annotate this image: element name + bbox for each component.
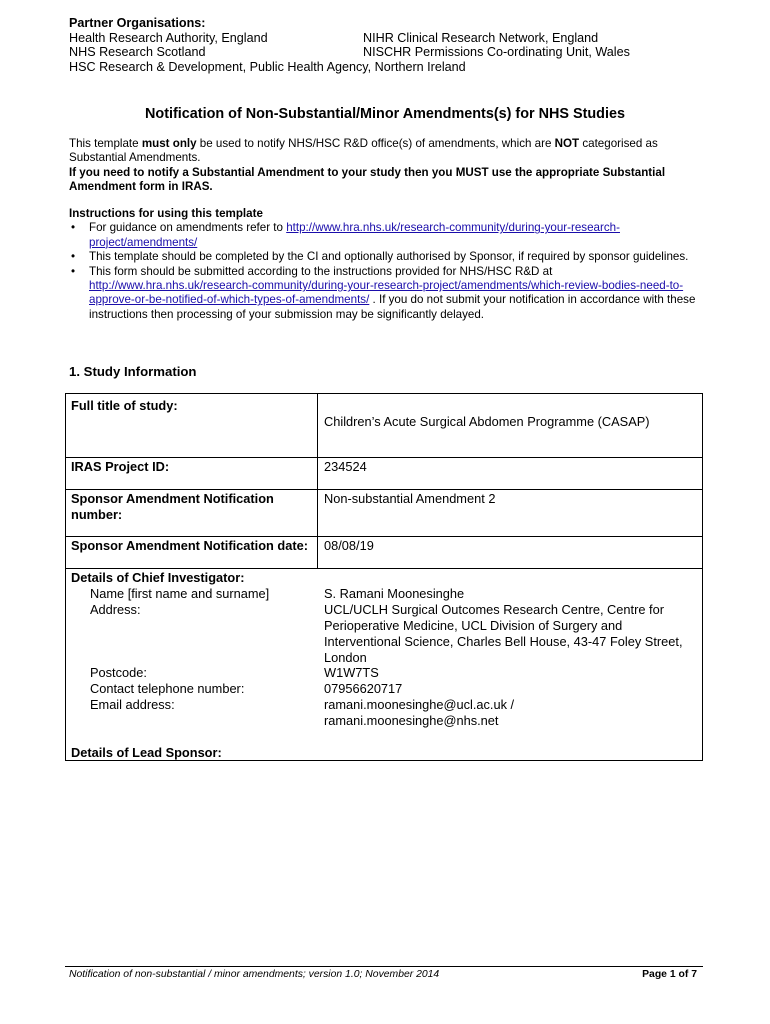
full-title-label: Full title of study:	[71, 398, 178, 413]
table-column-divider	[317, 394, 318, 568]
bullet-icon: •	[71, 250, 76, 264]
instruction-item	[69, 221, 699, 250]
ci-email-value[interactable]: ramani.moonesinghe@ucl.ac.uk / ramani.moonesinghe@nhs.net	[324, 697, 515, 728]
intro-text-part: be used to notify NHS/HSC R&D office(s) of amendments, which are	[196, 137, 555, 150]
partner-nihr: NIHR Clinical Research Network, England	[363, 30, 599, 45]
intro-paragraph	[69, 137, 709, 166]
ci-name-value[interactable]: S. Ramani Moonesinghe	[324, 586, 465, 601]
ci-address-label: Address:	[90, 602, 141, 617]
bullet-icon: •	[71, 264, 76, 278]
ci-postcode-label: Postcode:	[90, 665, 147, 680]
instruction-item	[69, 265, 699, 323]
partners-row	[69, 60, 466, 75]
iras-id-value[interactable]: 234524	[324, 459, 367, 474]
intro-text-part: categorised as Substantial Amendments.	[69, 137, 658, 165]
section-heading-study-information: 1. Study Information	[69, 364, 197, 379]
intro-bold-not: NOT	[554, 137, 580, 150]
substantial-warning: If you need to notify a Substantial Amendment to your study then you MUST use the appropriate Substantial Amendment form in IRAS.	[69, 165, 666, 194]
ci-phone-value[interactable]: 07956620717	[324, 681, 403, 696]
ci-name-label: Name [first name and surname]	[90, 586, 270, 601]
instruction-text: . If you do not submit your notification in accordance with these instructions then processing of your submission may be significantly delayed.	[89, 293, 696, 321]
instruction-text: For guidance on amendments refer to	[89, 221, 287, 235]
full-title-value[interactable]: Children’s Acute Surgical Abdomen Programme (CASAP)	[324, 414, 650, 429]
footer-divider	[65, 966, 703, 967]
instruction-text: This template should be completed by the CI and optionally authorised by Sponsor, if required by sponsor guidelines.	[89, 250, 689, 264]
ci-postcode-value[interactable]: W1W7TS	[324, 665, 379, 680]
partners-row	[69, 45, 630, 60]
sponsor-date-label: Sponsor Amendment Notification date:	[71, 538, 308, 553]
partner-organisations	[69, 16, 630, 74]
intro-bold-must-only: must only	[141, 137, 197, 150]
review-bodies-link[interactable]: http://www.hra.nhs.uk/research-community/during-your-research-project/amendments/which-review-bodies-need-to-approve-or-be-notified-of-which-types-of-amendments/	[89, 279, 684, 307]
intro-text-part: This template	[69, 137, 142, 150]
guidance-link[interactable]: http://www.hra.nhs.uk/research-community/during-your-research-project/amendments/	[89, 221, 620, 249]
sponsor-number-label: Sponsor Amendment Notification number:	[71, 491, 274, 522]
instructions	[69, 207, 699, 322]
partners-row	[69, 30, 599, 46]
iras-id-label: IRAS Project ID:	[71, 459, 170, 474]
bullet-icon: •	[71, 221, 76, 235]
study-information-table	[65, 393, 703, 761]
table-divider	[66, 568, 702, 569]
ci-phone-label: Contact telephone number:	[90, 681, 245, 696]
ci-email-label: Email address:	[90, 697, 175, 712]
lead-sponsor-heading: Details of Lead Sponsor:	[71, 745, 222, 760]
table-divider	[66, 536, 702, 537]
sponsor-number-value[interactable]: Non-substantial Amendment 2	[324, 491, 496, 506]
table-divider	[66, 457, 702, 458]
partners-heading: Partner Organisations:	[69, 16, 206, 30]
instructions-heading: Instructions for using this template	[69, 207, 263, 220]
partner-hsc: HSC Research & Development, Public Health Agency, Northern Ireland	[69, 59, 466, 74]
instructions-list	[69, 221, 699, 322]
instruction-text: This form should be submitted according to the instructions provided for NHS/HSC R&D at	[89, 264, 553, 278]
partner-nrs: NHS Research Scotland	[69, 45, 206, 60]
page-number: Page 1 of 7	[642, 969, 697, 980]
footer-version: Notification of non-substantial / minor amendments; version 1.0; November 2014	[69, 969, 440, 980]
intro-text	[69, 137, 709, 195]
instruction-item	[69, 250, 699, 264]
partner-nischr: NISCHR Permissions Co-ordinating Unit, Wales	[363, 45, 630, 60]
ci-address-value[interactable]: UCL/UCLH Surgical Outcomes Research Centre, Centre for Perioperative Medicine, UCL Division of Surgery and Interventional Science, Charles Bell House, 43-47 Foley Street, London	[324, 602, 683, 665]
table-divider	[66, 489, 702, 490]
partner-hra: Health Research Authority, England	[69, 30, 268, 45]
chief-investigator-heading: Details of Chief Investigator:	[71, 570, 245, 585]
document-title: Notification of Non-Substantial/Minor Amendments(s) for NHS Studies	[145, 106, 625, 122]
sponsor-date-value[interactable]: 08/08/19	[324, 538, 374, 553]
